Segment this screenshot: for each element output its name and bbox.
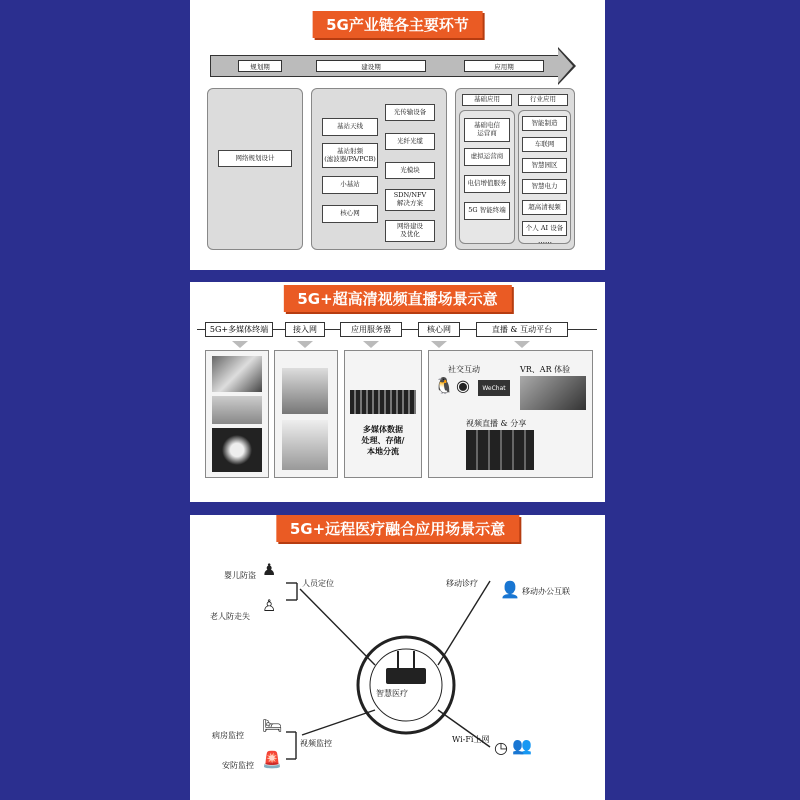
app-industry-item: 车联网 xyxy=(522,137,567,152)
mobile-office: 移动办公互联 xyxy=(522,587,570,596)
app-industry-item: 智能制造 xyxy=(522,116,567,131)
phase-planning: 规划期 xyxy=(238,60,282,72)
live-share-label: 视频直播 & 分享 xyxy=(466,419,527,428)
baby-icon: ♟ xyxy=(262,560,277,579)
center-label: 智慧医疗 xyxy=(376,689,408,698)
app-industry-item: 智慧园区 xyxy=(522,158,567,173)
app-industry-item: 智慧电力 xyxy=(522,179,567,194)
medical-diagram xyxy=(190,515,605,800)
elderly-icon: ♙ xyxy=(262,596,277,615)
live-share-image xyxy=(466,430,534,470)
connector-line xyxy=(300,589,375,665)
stage-app-server: 应用服务器 xyxy=(340,322,402,337)
build-item: 光传输设备 xyxy=(385,104,435,121)
app-industry-more: …… xyxy=(538,237,552,245)
mobile-office-icon: 👤 xyxy=(500,580,520,599)
phase-application: 应用期 xyxy=(464,60,544,72)
app-industry-item: 超高清视频 xyxy=(522,200,567,215)
build-item: 光模块 xyxy=(385,162,435,179)
tower-image xyxy=(282,420,328,470)
build-item: 光纤光缆 xyxy=(385,133,435,150)
center-inner-ring xyxy=(370,649,442,721)
weibo-icon: ◉ xyxy=(456,376,470,395)
app-basic-item: 电信增值服务 xyxy=(464,175,510,193)
app-basic-item: 5G 智能终端 xyxy=(464,202,510,220)
wechat-icon: WeChat xyxy=(478,380,510,396)
app-header-industry: 行业应用 xyxy=(518,94,568,106)
stage-terminal: 5G+多媒体终端 xyxy=(205,322,273,337)
social-interaction-label: 社交互动 xyxy=(448,365,480,374)
drone-image xyxy=(212,396,262,424)
qq-icon: 🐧 xyxy=(434,376,454,395)
phase-build: 建设期 xyxy=(316,60,426,72)
build-item: 小基站 xyxy=(322,176,378,194)
video-monitoring: 视频监控 xyxy=(300,739,332,748)
app-industry-item: 个人 AI 设备 xyxy=(522,221,567,236)
vr-ar-label: VR、AR 体验 xyxy=(520,365,571,374)
build-item: SDN/NFV 解决方案 xyxy=(385,189,435,211)
stage-access: 接入网 xyxy=(285,322,325,337)
base-station-image xyxy=(282,368,328,414)
server-image xyxy=(350,390,416,414)
wifi-access: Wi-Fi上网 xyxy=(452,735,490,744)
security-monitoring: 安防监控 xyxy=(222,761,254,770)
waiting-people-icon: 👥 xyxy=(512,736,532,755)
build-item: 核心网 xyxy=(322,205,378,223)
clock-icon: ◷ xyxy=(494,738,508,757)
vr-ar-image xyxy=(520,376,586,410)
planning-group xyxy=(207,88,303,250)
app-basic-item: 基础电信 运营商 xyxy=(464,118,510,142)
ward-monitoring: 病房监控 xyxy=(212,731,244,740)
stage-core: 核心网 xyxy=(418,322,460,337)
ski-image xyxy=(212,356,262,392)
connector-line xyxy=(438,581,490,665)
elderly-anti-lost: 老人防走失 xyxy=(210,612,250,621)
server-box xyxy=(344,350,422,478)
build-item: 基站射频 (滤波器/PA/PCB) xyxy=(322,143,378,168)
vr-headset-image xyxy=(212,428,262,472)
remote-medical-title: 5G+远程医疗融合应用场景示意 xyxy=(276,515,519,542)
baby-anti-theft: 婴儿防盗 xyxy=(224,571,256,580)
router-icon xyxy=(386,668,426,684)
stage-platform: 直播 & 互动平台 xyxy=(476,322,568,337)
connector-line xyxy=(302,710,375,735)
app-header-basic: 基础应用 xyxy=(462,94,512,106)
network-planning: 网络规划设计 xyxy=(218,150,292,167)
build-item: 网络建设 及优化 xyxy=(385,220,435,242)
personnel-positioning: 人员定位 xyxy=(302,579,334,588)
ward-bed-icon: 🛏 xyxy=(262,716,283,735)
alarm-icon: 🚨 xyxy=(262,750,282,769)
industry-chain-title: 5G产业链各主要环节 xyxy=(312,11,483,38)
video-live-title: 5G+超高清视频直播场景示意 xyxy=(283,285,511,312)
build-item: 基站天线 xyxy=(322,118,378,136)
mobile-diagnosis: 移动诊疗 xyxy=(446,579,478,588)
server-description: 多媒体数据 处理、存储/ 本地分流 xyxy=(361,424,405,456)
app-basic-item: 虚拟运营商 xyxy=(464,148,510,166)
